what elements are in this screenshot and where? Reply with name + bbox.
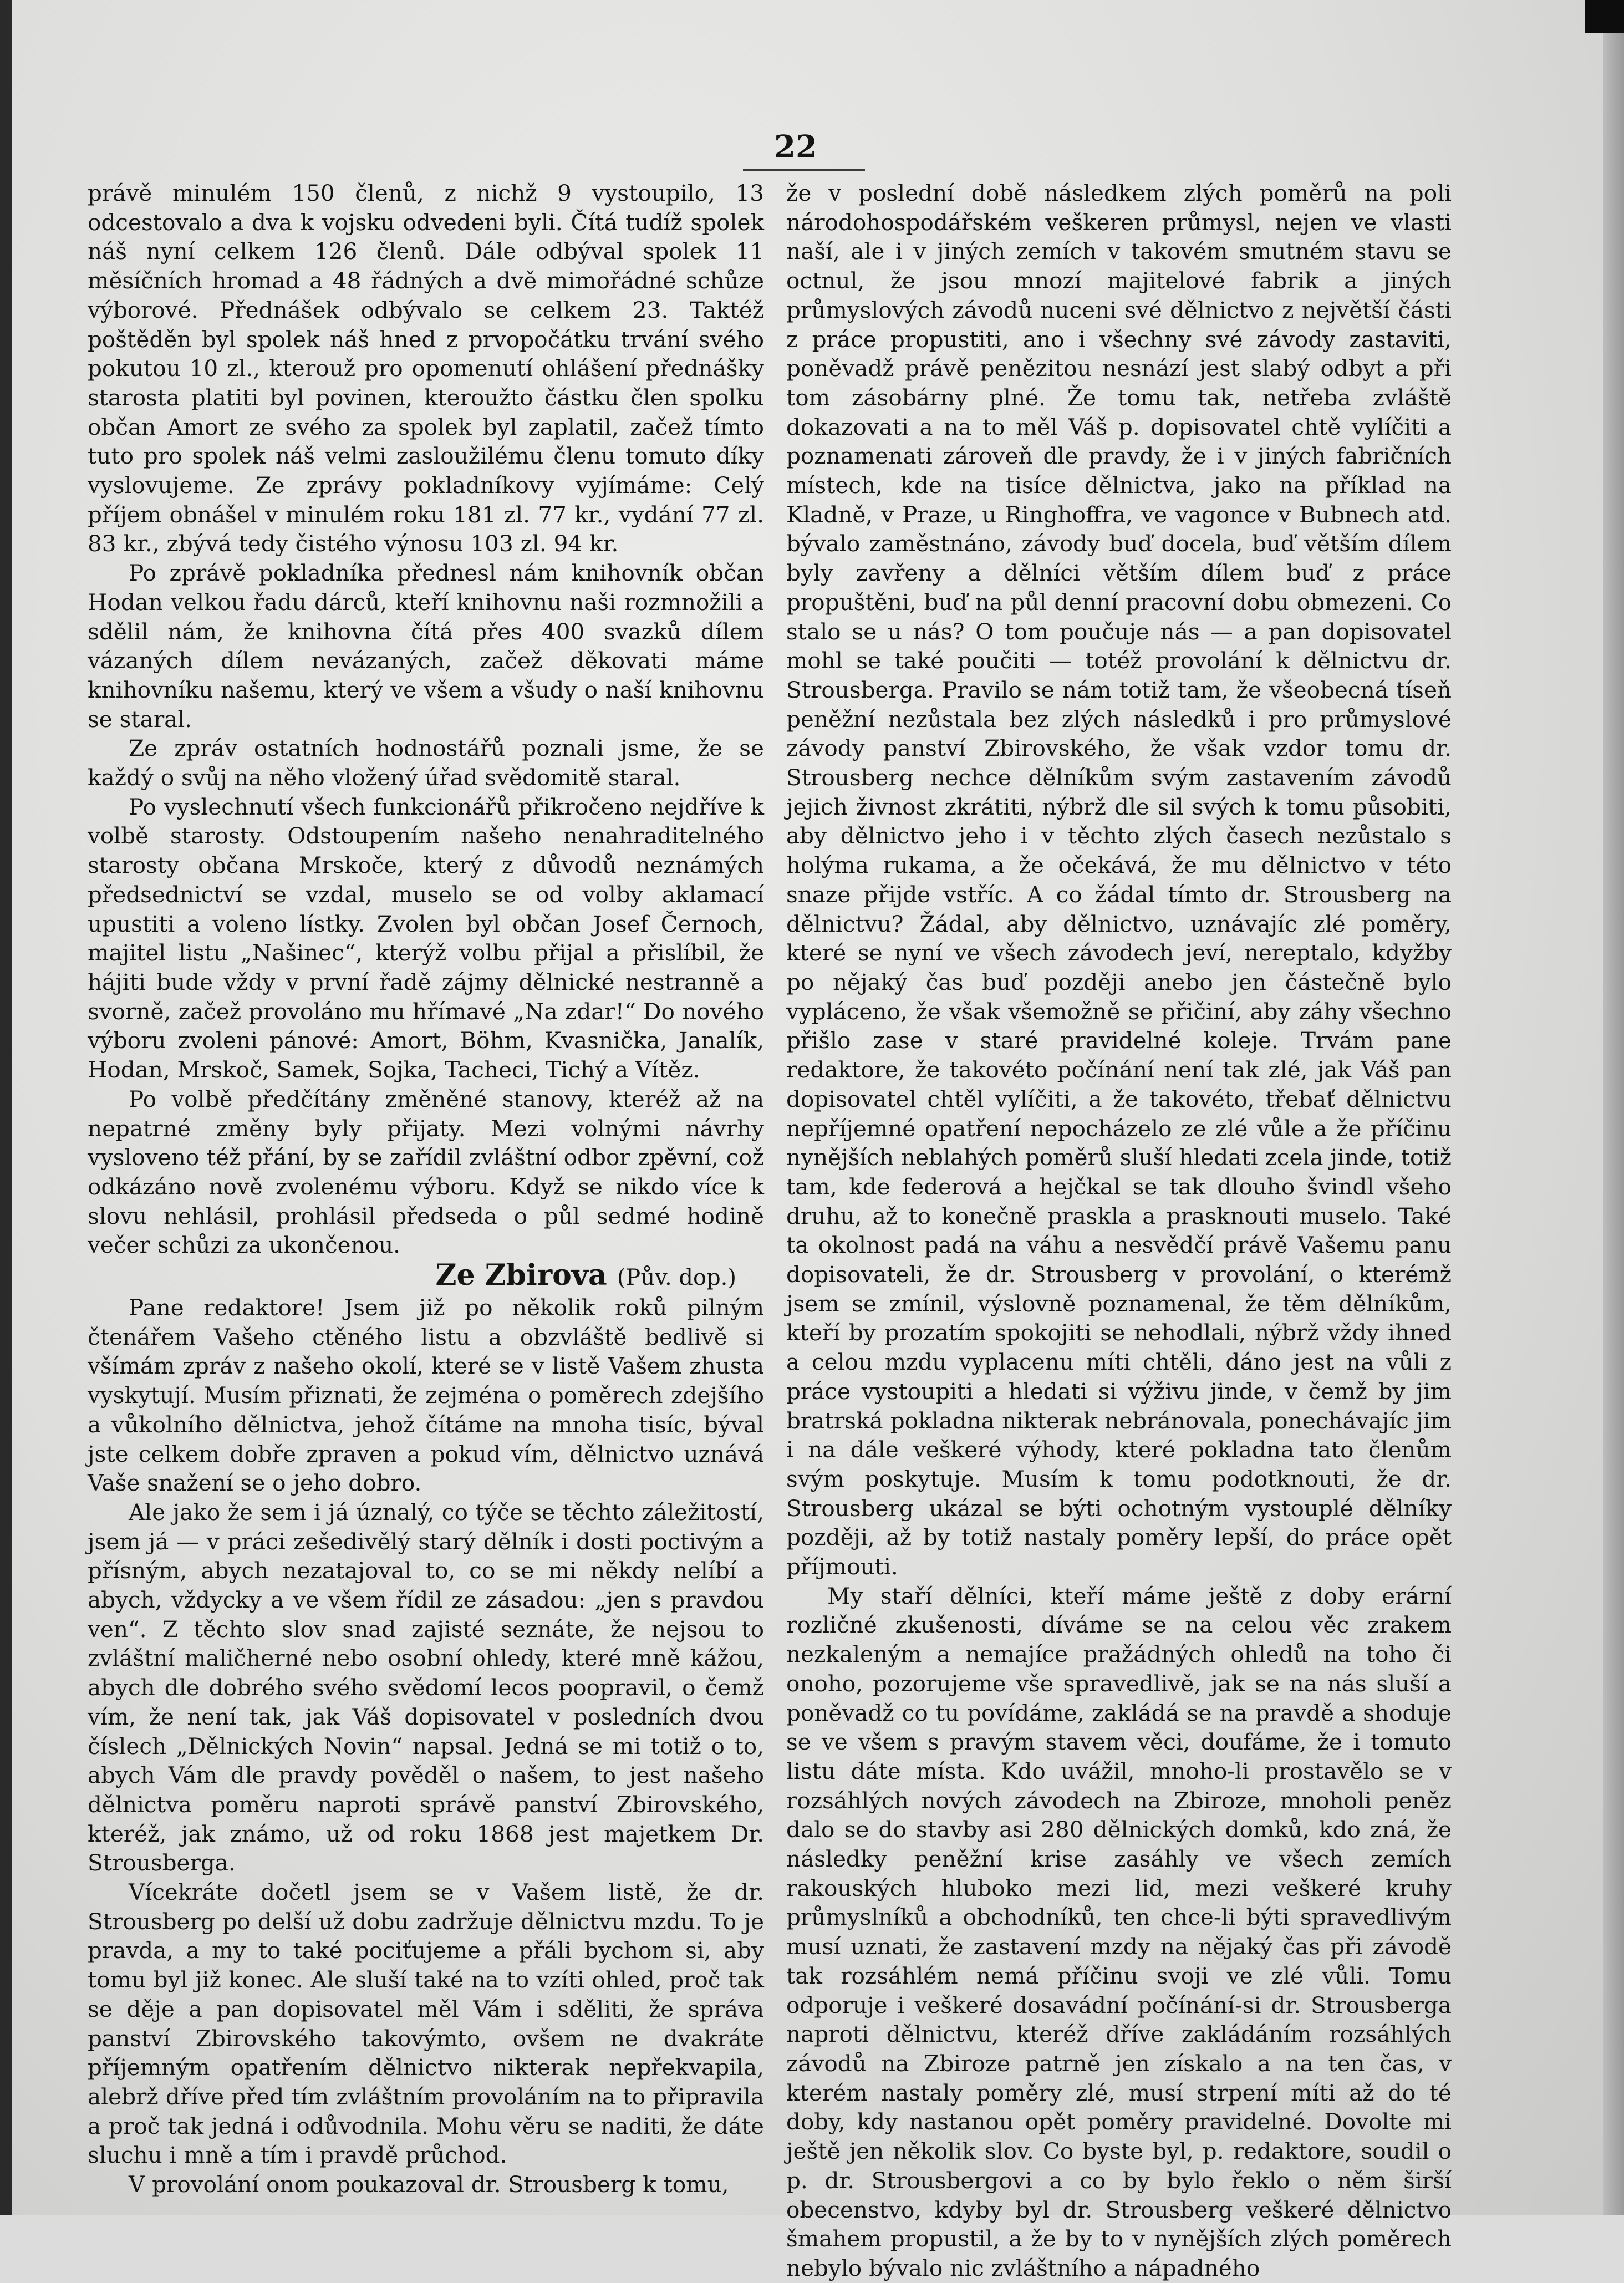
paragraph: že v poslední době následkem zlých poměrů na poli národohospodářském veškeren průmysl, nejen ve vlasti naší, ale i v jiných zemích v takovém smutném stavu se octnul, že jsou mnozí majitelové fabrik a jiných průmyslových závodů nuceni své dělnictvo z největší části z práce propustiti, ano i všechny své závody zastaviti, poněvadž právě penězitou nesnází jest slabý odbyt a při tom zásobárny plné. Že tomu tak, netřeba zvláště dokazovati a na to měl Váš p. dopisovatel chtě vylíčiti a poznamenati zároveň dle pravdy, že i v jiných fabričních místech, kde na tisíce dělnictva, jako na příklad na Kladně, v Praze, u Ringhoffra, ve vagonce v Bubnech atd. bývalo zaměstnáno, závody buď docela, buď větším dílem byly zavřeny a dělníci větším dílem buď z práce propuštěni, buď na půl denní pracovní dobu obmezeni. Co stalo se u nás? O tom poučuje nás — a pan dopisovatel mohl se také poučiti — totéž provolání k dělnictvu dr. Strousberga. Pravilo se nám totiž tam, že všeobecná tíseň peněžní nezůstala bez zlých následků i pro průmyslové závody panství Zbirovského, že však vzdor tomu dr. Strousberg nechce dělníkům svým zastavením závodů jejich živnost zkrátiti, nýbrž dle sil svých k tomu působiti, aby dělnictvo jeho i v těchto zlých časech nezůstalo s holýma rukama, a že očekává, že mu dělnictvo v této snaze přijde vstříc. A co žádal tímto dr. Strousberg na dělnictvu? Žádal, aby dělnictvo, uznávajíc zlé poměry, které se nyní ve všech závodech jeví, nereptalo, kdyžby po nějaký čas buď později anebo jen částečně bylo vypláceno, že však všemožně se přičiní, aby záhy všechno přišlo zase v staré pravidelné koleje. Trvám pane redaktore, že takovéto počínání není tak zlé, jak Váš pan dopisovatel chtěl vylíčiti, a že takovéto, třebať dělnictvu nepříjemné opatření nepocházelo ze zlé vůle a že příčinu nynějších neblahých poměrů sluší hledati zcela jinde, totiž tam, kde federová a hejčkal se tak dlouho švindl všeho druhu, až to konečně praskla a prasknouti muselo. Také ta okolnost padá na váhu a nesvědčí právě Vašemu panu dopisovateli, že dr. Strousberg v provolání, o kterémž jsem se zmínil, výslovně poznamenal, že těm dělníkům, kteří by prozatím spokojiti se nehodlali, nýbrž vždy ihned a celou mzdu vyplacenu míti chtěli, dáno jest na vůli z práce vystoupiti a hledati si výživu jinde, v čemž by jim bratrská pokladna nikterak nebránovala, ponechávajíc jim i na dále veškeré výhody, které pokladna tato členům svým poskytuje. Musím k tomu podotknouti, že dr. Strousberg ukázal se býti ochotným vystouplé dělníky později, až by totiž nastaly poměry lepší, do práce opět příjmouti. bbox=[786, 180, 1452, 1580]
paragraph: Po volbě předčítány změněné stanovy, kteréž až na nepatrné změny byly přijaty. Mezi volnými návrhy vysloveno též přání, by se zařídil zvláštní odbor zpěvní, což odkázáno nově zvolenému výboru. Když se nikdo více k slovu nehlásil, prohlásil předseda o půl sedmé hodině večer schůzi za ukončenou. bbox=[88, 1085, 764, 1259]
article-subtitle: (Pův. dop.) bbox=[617, 1265, 736, 1291]
article-title: Ze Zbirova bbox=[435, 1258, 607, 1293]
scan-corner-mark bbox=[1585, 0, 1624, 33]
paragraph: právě minulém 150 členů, z nichž 9 vystoupilo, 13 odcestovalo a dva k vojsku odvedeni byli. Čítá tudíž spolek náš nyní celkem 126 členů. Dále odbýval spolek 11 měsíčních hromad a 48 řádných a dvě mimořádné schůze výborové. Přednášek odbývalo se celkem 23. Taktéž poštěděn byl spolek náš hned z prvopočátku trvání svého pokutou 10 zl., kterouž pro opomenutí ohlášení přednášky starosta platiti byl povinen, kteroužto částku člen spolku občan Amort ze svého za spolek byl zaplatil, začež tímto tuto pro spolek náš velmi zasloužilému členu tomuto díky vyslovujeme. Ze zprávy pokladníkovy vyjímáme: Celý příjem obnášel v minulém roku 181 zl. 77 kr., vydání 77 zl. 83 kr., zbývá tedy čistého výnosu 103 zl. 94 kr. bbox=[88, 180, 764, 557]
paragraph: Vícekráte dočetl jsem se v Vašem listě, že dr. Strousberg po delší už dobu zadržuje dělnictvu mzdu. To je pravda, a my to také pociťujeme a přáli bychom si, aby tomu byl již konec. Ale sluší také na to vzíti ohled, proč tak se děje a pan dopisovatel měl Vám i sděliti, že správa panství Zbirovského takovýmto, ovšem ne dvakráte příjemným opatřením dělnictvo nikterak nepřekvapila, alebrž dříve před tím zvláštním provoláním na to připravila a proč tak jedná i odůvodnila. Mohu věru se naditi, že dáte sluchu i mně a tím i pravdě průchod. bbox=[88, 1879, 764, 2169]
left-column bbox=[88, 179, 764, 2198]
paragraph: Po zprávě pokladníka přednesl nám knihovník občan Hodan velkou řadu dárců, kteří knihovnu naši rozmnožili a sdělil nám, že knihovna čítá přes 400 svazků dílem vázaných dílem nevázaných, začež děkovati máme knihovníku našemu, který ve všem a všudy o naší knihovnu se staral. bbox=[88, 560, 764, 733]
paragraph: Ze zpráv ostatních hodnostářů poznali jsme, že se každý o svůj na něho vložený úřad svědomitě staral. bbox=[88, 735, 764, 791]
scan-left-edge bbox=[0, 0, 12, 2215]
paragraph: Po vyslechnutí všech funkcionářů přikročeno nejdříve k volbě starosty. Odstoupením našeho nenahraditelného starosty občana Mrskoče, který z důvodů neznámých předsednictví se vzdal, muselo se od volby aklamací upustiti a voleno lístky. Zvolen byl občan Josef Černoch, majitel listu „Našinec“, kterýž volbu přijal a přislíbil, že hájiti bude vždy v první řadě zájmy dělnické nestranně a svorně, začež provoláno mu hřímavé „Na zdar!“ Do nového výboru zvoleni pánové: Amort, Böhm, Kvasnička, Janalík, Hodan, Mrskoč, Samek, Sojka, Tacheci, Tichý a Vítěz. bbox=[88, 793, 764, 1084]
paragraph: Pane redaktore! Jsem již po několik roků pilným čtenářem Vašeho ctěného listu a obzvláště bedlivě si všímám zpráv z našeho okolí, které se v listě Vašem zhusta vyskytují. Musím přiznati, že zejména o poměrech zdejšího a vůkolního dělnictva, jehož čítáme na mnoha tisíc, býval jste celkem dobře zpraven a pokud vím, dělnictvo uznává Vaše snažení se o jeho dobro. bbox=[88, 1294, 764, 1497]
scan-right-edge bbox=[1603, 0, 1624, 2215]
page-number-rule bbox=[743, 169, 865, 171]
right-column bbox=[786, 179, 1452, 2281]
paragraph: V provolání onom poukazoval dr. Strousberg k tomu, bbox=[129, 2171, 729, 2198]
article-heading bbox=[88, 1260, 764, 1293]
paragraph: My staří dělníci, kteří máme ještě z doby erární rozličné zkušenosti, díváme se na celou věc zrakem nezkaleným a nemajíce pražádných ohledů na toho či onoho, pozorujeme vše spravedlivě, jak se na nás sluší a poněvadž co tu povídáme, zakládá se na pravdě a shoduje se ve všem s pravým stavem věci, doufáme, že i tomuto listu dáte místa. Kdo uvážil, mnoho-li prostavělo se v rozsáhlých nových závodech na Zbiroze, mnoholi peněz dalo se do stavby asi 280 dělnických domků, kdo zná, že následky peněžní krise zasáhly ve všech zemích rakouských hluboko mezi lid, mezi veškeré kruhy průmyslníků a obchodníků, ten chce-li býti spravedlivým musí uznati, že zastavení mzdy na nějaký čas při závodě tak rozsáhlém nemá příčinu svoji ve zlé vůli. Tomu odporuje i veškeré dosavádní počínání-si dr. Strousberga naproti dělnictvu, kteréž dříve zakládáním rozsáhlých závodů na Zbiroze patrně jen získalo a na ten čas, v kterém nastaly poměry zlé, musí strpení míti až do té doby, kdy nastanou opět poměry pravidelné. Dovolte mi ještě jen několik slov. Co byste byl, p. redaktore, soudil o p. dr. Strousbergovi a co by bylo řeklo o něm širší obecenstvo, kdyby byl dr. Strousberg veškeré dělnictvo šmahem propustil, a že by to v nynějších zlých poměrech nebylo bývalo nic zvláštního a nápadného bbox=[786, 1582, 1452, 2281]
page-number: 22 bbox=[774, 129, 817, 165]
paragraph: Ale jako že sem i já úznalý, co týče se těchto záležitostí, jsem já — v práci zešedivělý starý dělník i dosti poctivým a přísným, abych nezatajoval to, co se mi někdy nelíbí a abych, vždycky a ve všem řídil ze zásadou: „jen s pravdou ven“. Z těchto slov snad zajisté seznáte, že nejsou to zvláštní maličherné nebo osobní ohledy, které mně kážou, abych dle dobrého svého svědomí lecos poopravil, o čemž vím, že není tak, jak Váš dopisovatel v posledních dvou číslech „Dělnických Novin“ napsal. Jedná se mi totiž o to, abych Vám dle pravdy pověděl o našem, to jest našeho dělnictva poměru naproti správě panství Zbirovského, kteréž, jak známo, už od roku 1868 jest majetkem Dr. Strousberga. bbox=[88, 1498, 764, 1877]
